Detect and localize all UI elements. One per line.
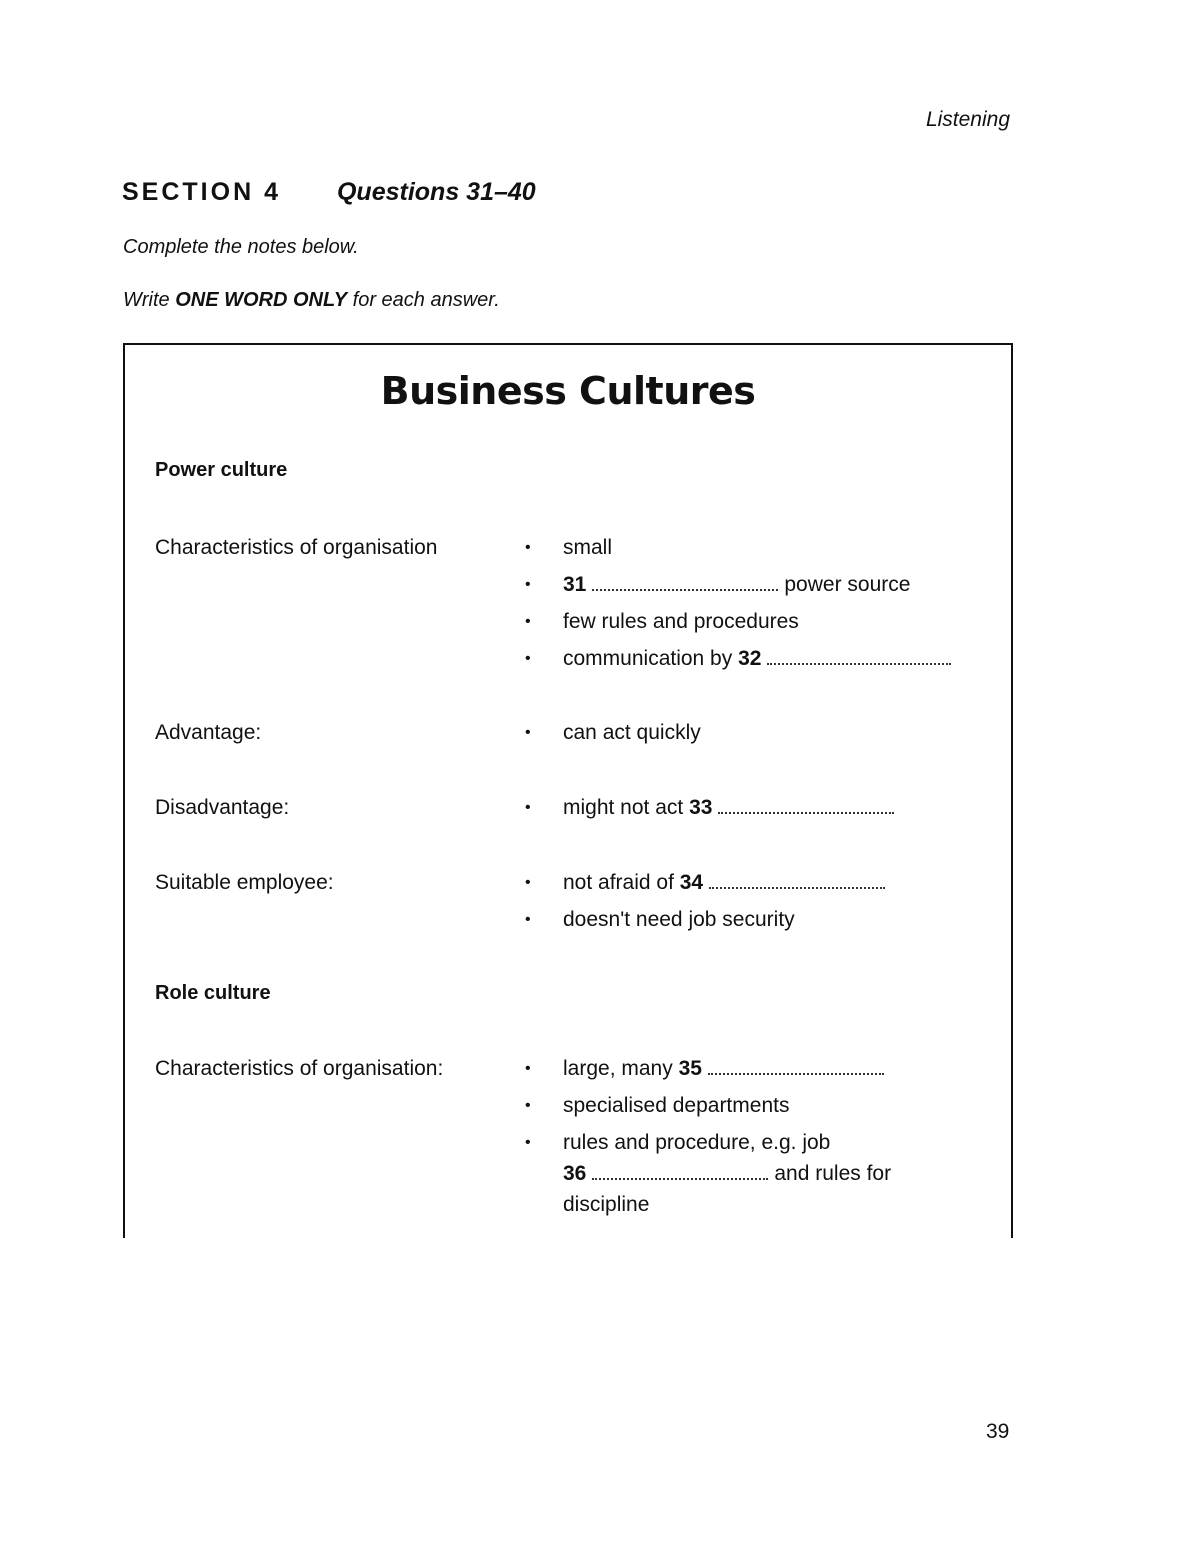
question-number: 35 <box>678 1057 702 1080</box>
advantage-label: Advantage: <box>155 721 262 744</box>
power-culture-heading: Power culture <box>155 459 288 481</box>
answer-gap-33[interactable] <box>718 812 894 814</box>
question-number: 31 <box>563 573 587 596</box>
advantage-list <box>525 714 701 751</box>
list-item: • doesn't need job security <box>525 901 891 938</box>
notes-box <box>123 343 1013 1238</box>
disadvantage-list <box>525 789 900 826</box>
power-characteristics-label: Characteristics of organisation <box>155 536 438 559</box>
question-number: 36 <box>563 1162 587 1185</box>
suitable-employee-list <box>525 864 891 938</box>
notes-title: Business Cultures <box>380 369 756 413</box>
question-number: 32 <box>738 647 762 670</box>
list-item: • few rules and procedures <box>525 603 957 640</box>
list-item: • might not act 33 <box>525 789 900 826</box>
question-number: 33 <box>689 796 713 819</box>
answer-gap-34[interactable] <box>709 887 885 889</box>
instruction-word-limit <box>123 289 500 312</box>
questions-range: Questions 31–40 <box>336 178 536 206</box>
list-item: • rules and procedure, e.g. job 36 and rules for discipline <box>525 1127 891 1220</box>
list-item: • small <box>525 529 957 566</box>
instruction-complete: Complete the notes below. <box>123 236 359 258</box>
role-culture-heading: Role culture <box>155 982 271 1004</box>
answer-gap-36[interactable] <box>592 1178 768 1180</box>
list-item: • not afraid of 34 <box>525 864 891 901</box>
instruction-post: for each answer. <box>347 289 500 311</box>
list-item: • can act quickly <box>525 714 701 751</box>
running-header: Listening <box>925 108 1010 131</box>
list-item: • specialised departments <box>525 1087 891 1124</box>
question-number: 34 <box>679 871 704 894</box>
role-characteristics-list <box>525 1050 891 1220</box>
section-heading <box>122 178 536 207</box>
answer-gap-31[interactable] <box>592 589 778 591</box>
instruction-bold: ONE WORD ONLY <box>175 289 348 311</box>
section-label: SECTION 4 <box>122 178 281 206</box>
answer-gap-32[interactable] <box>767 663 951 665</box>
list-item: • 31 power source <box>525 566 957 603</box>
power-characteristics-list <box>525 529 957 677</box>
suitable-employee-label: Suitable employee: <box>155 871 334 894</box>
disadvantage-label: Disadvantage: <box>155 796 290 819</box>
list-item: • large, many 35 <box>525 1050 891 1087</box>
answer-gap-35[interactable] <box>708 1073 884 1075</box>
instruction-pre: Write <box>123 289 176 311</box>
role-characteristics-label: Characteristics of organisation: <box>155 1057 444 1080</box>
list-item: • communication by 32 <box>525 640 957 677</box>
page-number: 39 <box>986 1420 1010 1443</box>
